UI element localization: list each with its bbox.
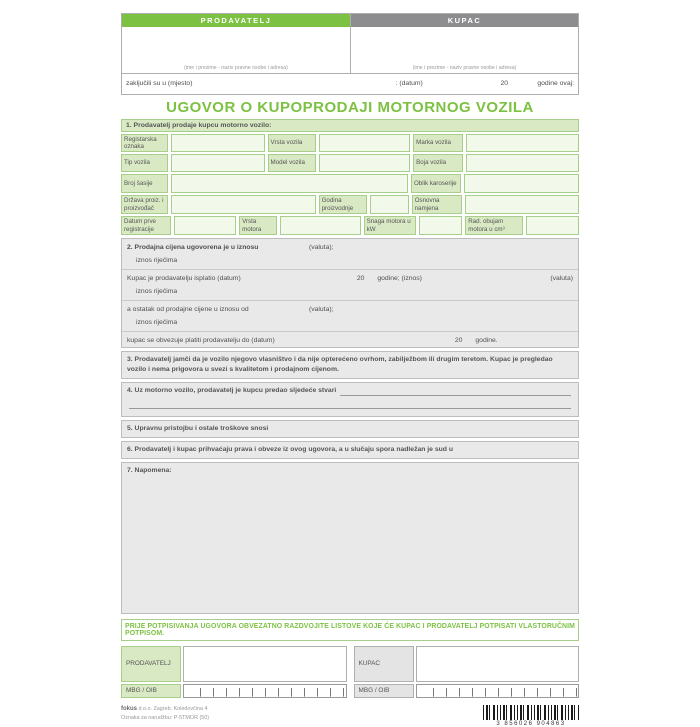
price-row-agreed[interactable] bbox=[122, 239, 578, 269]
order-code: Oznaka za narudžbu: P-5TMOR (50) bbox=[121, 714, 210, 721]
clause-4-text: 4. Uz motorno vozilo, prodavatelj je kupcu predao sljedeće stvari bbox=[127, 387, 337, 395]
price-row-paid[interactable] bbox=[122, 269, 578, 300]
label-oblik-karoserije: Oblik karoserije bbox=[411, 174, 461, 193]
field-model-vozila[interactable] bbox=[319, 154, 411, 172]
footer bbox=[121, 705, 579, 727]
seller-name-caption: (ime i prezime - naziv pravne osobe i adresa) bbox=[184, 65, 288, 71]
buyer-signature-field[interactable] bbox=[416, 646, 580, 682]
price-paid-amount-label: godine; (iznos) bbox=[377, 275, 422, 282]
publisher-brand: fokus bbox=[121, 705, 138, 712]
price-row-due[interactable] bbox=[122, 331, 578, 347]
price-paid-words-label: iznos riječima bbox=[136, 288, 178, 295]
label-osnovna-namjena: Osnovna namjena bbox=[412, 195, 462, 214]
buyer-header-bar: KUPAC bbox=[351, 14, 578, 27]
label-registarska-oznaka: Registarska oznaka bbox=[121, 134, 168, 152]
publisher-info bbox=[121, 705, 209, 722]
parties-block bbox=[121, 13, 579, 95]
conclusion-row bbox=[122, 73, 578, 94]
page-title: UGOVOR O KUPOPRODAJI MOTORNOG VOZILA bbox=[166, 99, 534, 116]
field-osnovna-namjena[interactable] bbox=[465, 195, 579, 214]
price-remainder-label: a ostatak od prodajne cijene u iznosu od bbox=[127, 306, 249, 313]
clause-5[interactable] bbox=[121, 420, 579, 438]
label-datum-prve-registracije: Datum prve registracije bbox=[121, 216, 171, 235]
seller-signature-group bbox=[121, 646, 347, 698]
conclusion-year-prefix: 20 bbox=[500, 80, 509, 87]
buyer-signature-group bbox=[354, 646, 580, 698]
buyer-party bbox=[350, 14, 578, 73]
conclusion-place-label: zaključili su u (mjesto) bbox=[126, 80, 193, 87]
field-drzava-proizvodac[interactable] bbox=[171, 195, 316, 214]
seller-mbg-label: MBG / OIB bbox=[121, 684, 181, 698]
field-vrsta-motora[interactable] bbox=[280, 216, 361, 235]
clause-5-text: 5. Upravnu pristojbu i ostale troškove snosi bbox=[127, 424, 269, 432]
field-godina-proizvodnje[interactable] bbox=[370, 195, 409, 214]
signature-area bbox=[121, 646, 579, 698]
signature-notice: PRIJE POTPISIVANJA UGOVORA OBVEZATNO RAZDVOJITE LISTOVE KOJE ĆE KUPAC I PRODAVATELJ POTPISATI VLASTORUČNIM POTPISOM. bbox=[121, 619, 579, 641]
label-broj-sasije: Broj šasije bbox=[121, 174, 168, 193]
price-agreed-words-label: iznos riječima bbox=[136, 257, 178, 264]
label-boja-vozila: Boja vozila bbox=[413, 154, 463, 172]
vehicle-row-4 bbox=[121, 195, 579, 214]
seller-oib-comb-field[interactable] bbox=[183, 684, 347, 698]
seller-party bbox=[122, 14, 350, 73]
vehicle-row-3 bbox=[121, 174, 579, 193]
field-oblik-karoserije[interactable] bbox=[464, 174, 579, 193]
seller-signature-field[interactable] bbox=[183, 646, 347, 682]
field-registarska-oznaka[interactable] bbox=[171, 134, 265, 152]
barcode-digits: 3 856026 904863 bbox=[496, 720, 566, 727]
label-snaga-motora: Snaga motora u kW bbox=[364, 216, 416, 235]
label-tip-vozila: Tip vozila bbox=[121, 154, 168, 172]
price-agreed-currency: (valuta); bbox=[308, 244, 334, 251]
clause-6[interactable] bbox=[121, 441, 579, 459]
clause-3 bbox=[121, 351, 579, 379]
clause-4-write-line-1[interactable] bbox=[340, 387, 571, 396]
price-due-year: 20 bbox=[454, 337, 463, 344]
price-row-remainder[interactable] bbox=[122, 300, 578, 331]
buyer-oib-comb-field[interactable] bbox=[416, 684, 580, 698]
buyer-signature-label: KUPAC bbox=[354, 646, 414, 682]
buyer-name-field[interactable] bbox=[351, 27, 578, 73]
seller-signature-label: PRODAVATELJ bbox=[121, 646, 181, 682]
seller-header-bar: PRODAVATELJ bbox=[122, 14, 350, 27]
label-drzava-proizvodac: Država proiz. i proizvođač bbox=[121, 195, 168, 214]
label-vrsta-motora: Vrsta motora bbox=[239, 216, 277, 235]
seller-name-field[interactable] bbox=[122, 27, 350, 73]
barcode-bars bbox=[483, 705, 579, 720]
field-boja-vozila[interactable] bbox=[466, 154, 579, 172]
field-broj-sasije[interactable] bbox=[171, 174, 408, 193]
vehicle-section bbox=[121, 119, 579, 235]
field-snaga-motora[interactable] bbox=[419, 216, 463, 235]
clause-6-text: 6. Prodavatelj i kupac prihvaćaju prava i obveze iz ovog ugovora, a u slučaju spora nadležan je sud u bbox=[127, 445, 453, 453]
publisher-address: d.o.o. Zagreb, Koledovčina 4 bbox=[138, 705, 208, 712]
price-remainder-words-label: iznos riječima bbox=[136, 319, 178, 326]
conclusion-date-label: : (datum) bbox=[395, 80, 423, 87]
conclusion-tail-label: godine ovaj: bbox=[537, 80, 574, 87]
price-due-tail: godine. bbox=[475, 337, 498, 344]
vehicle-row-5 bbox=[121, 216, 579, 235]
price-paid-year: 20 bbox=[356, 275, 365, 282]
vehicle-section-heading: 1. Prodavatelj prodaje kupcu motorno vozilo: bbox=[121, 119, 579, 132]
field-tip-vozila[interactable] bbox=[171, 154, 265, 172]
field-datum-prve-registracije[interactable] bbox=[174, 216, 236, 235]
price-remainder-currency: (valuta); bbox=[308, 306, 334, 313]
buyer-mbg-label: MBG / OIB bbox=[354, 684, 414, 698]
vehicle-row-1 bbox=[121, 134, 579, 152]
clause-3-text: 3. Prodavatelj jamči da je vozilo njegovo vlasništvo i da nije opterećeno ovrhom, zabilježbom ili drugim teretom. Kupac je pregledao vozilo i nema prigovora u svezi s kvalitetom i prodajnom cijenom. bbox=[127, 356, 553, 374]
label-godina-proizvodnje: Godina proizvodnje bbox=[319, 195, 367, 214]
price-paid-currency: (valuta) bbox=[550, 275, 573, 282]
field-radni-obujam[interactable] bbox=[526, 216, 579, 235]
clause-7-napomena[interactable] bbox=[121, 462, 579, 614]
field-vrsta-vozila[interactable] bbox=[319, 134, 411, 152]
barcode bbox=[483, 705, 579, 727]
buyer-name-caption: (ime i prezime - naziv pravne osobe i adresa) bbox=[412, 65, 517, 71]
vehicle-row-2 bbox=[121, 154, 579, 172]
field-marka-vozila[interactable] bbox=[466, 134, 579, 152]
label-radni-obujam: Rad. obujam motora u cm³ bbox=[465, 216, 523, 235]
price-section bbox=[121, 238, 579, 348]
price-paid-label: Kupac je prodavatelju isplatio (datum) bbox=[127, 275, 241, 282]
contract-sheet bbox=[121, 13, 579, 727]
price-due-label: kupac se obvezuje platiti prodavatelju do (datum) bbox=[127, 337, 275, 344]
label-vrsta-vozila: Vrsta vozila bbox=[268, 134, 316, 152]
clause-7-text: 7. Napomena: bbox=[127, 466, 172, 474]
label-marka-vozila: Marka vozila bbox=[413, 134, 463, 152]
label-model-vozila: Model vozila bbox=[268, 154, 316, 172]
price-agreed-label: 2. Prodajna cijena ugovorena je u iznosu bbox=[127, 244, 259, 251]
clause-4-write-line-2[interactable] bbox=[129, 397, 571, 409]
clause-4 bbox=[121, 382, 579, 416]
